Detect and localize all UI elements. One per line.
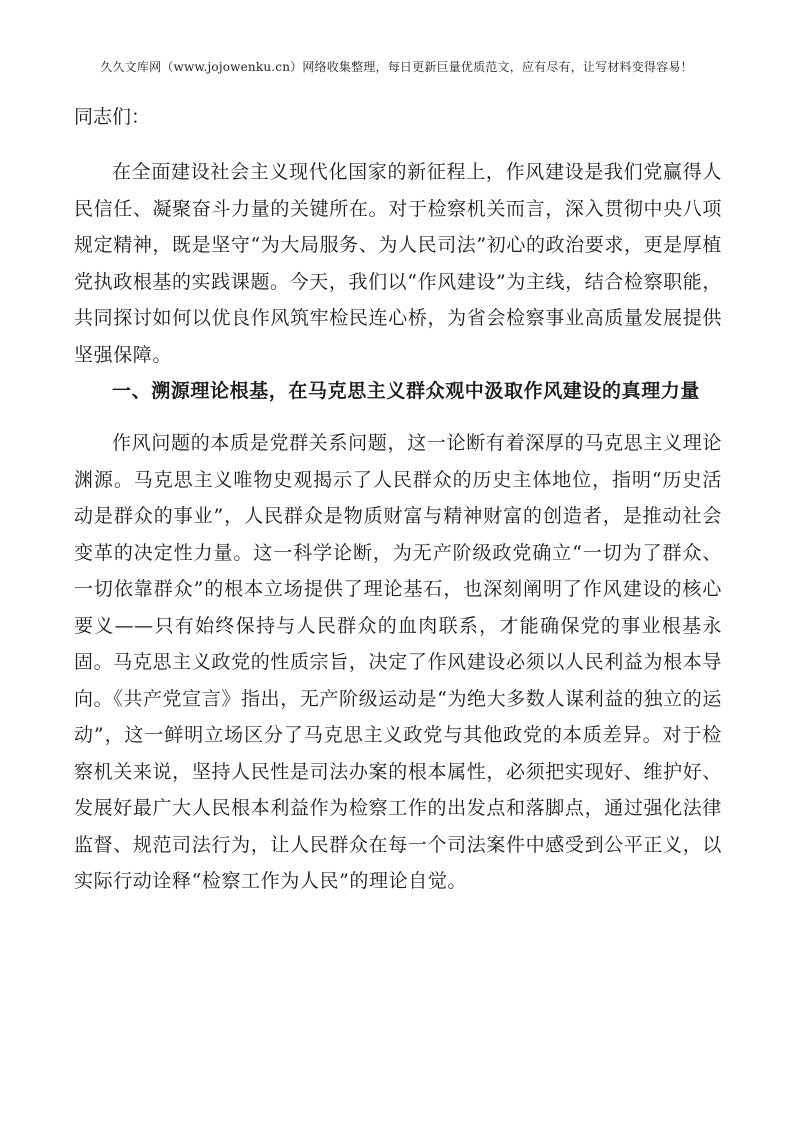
section-heading: 一、溯源理论根基，在马克思主义群众观中汲取作风建设的真理力量	[112, 380, 701, 402]
intro-paragraph: 在全面建设社会主义现代化国家的新征程上，作风建设是我们党赢得人民信任、凝聚奋斗力量的关键所在。对于检察机关而言，深入贯彻中央八项规定精神，既是坚守“为大局服务、为人民司法”初心的政治要求，更是厚植党执政根基的实践课题。今天，我们以“作风建设”为主线，结合检察职能，共同探讨如何以优良作风筑牢检民连心桥，为省会检察事业高质量发展提供坚强保障。	[74, 161, 722, 366]
salutation: 同志们：	[74, 106, 151, 128]
document-body	[74, 99, 722, 900]
section-paragraph: 作风问题的本质是党群关系问题，这一论断有着深厚的马克思主义理论渊源。马克思主义唯物史观揭示了人民群众的历史主体地位，指明“历史活动是群众的事业”，人民群众是物质财富与精神财富的创造者，是推动社会变革的决定性力量。这一科学论断，为无产阶级政党确立“一切为了群众、一切依靠群众”的根本立场提供了理论基石，也深刻阐明了作风建设的核心要义——只有始终保持与人民群众的血肉联系，才能确保党的事业根基永固。马克思主义政党的性质宗旨，决定了作风建设必须以人民利益为根本导向。《共产党宣言》指出，无产阶级运动是“为绝大多数人谋利益的独立的运动”，这一鲜明立场区分了马克思主义政党与其他政党的本质差异。对于检察机关来说，坚持人民性是司法办案的根本属性，必须把实现好、维护好、发展好最广大人民根本利益作为检察工作的出发点和落脚点，通过强化法律监督、规范司法行为，让人民群众在每一个司法案件中感受到公平正义，以实际行动诠释“检察工作为人民”的理论自觉。	[74, 432, 722, 892]
header-note: 久久文库网（www.jojowenku.cn）网络收集整理，每日更新巨量优质范文，应有尽有，让写材料变得容易！	[100, 60, 693, 74]
